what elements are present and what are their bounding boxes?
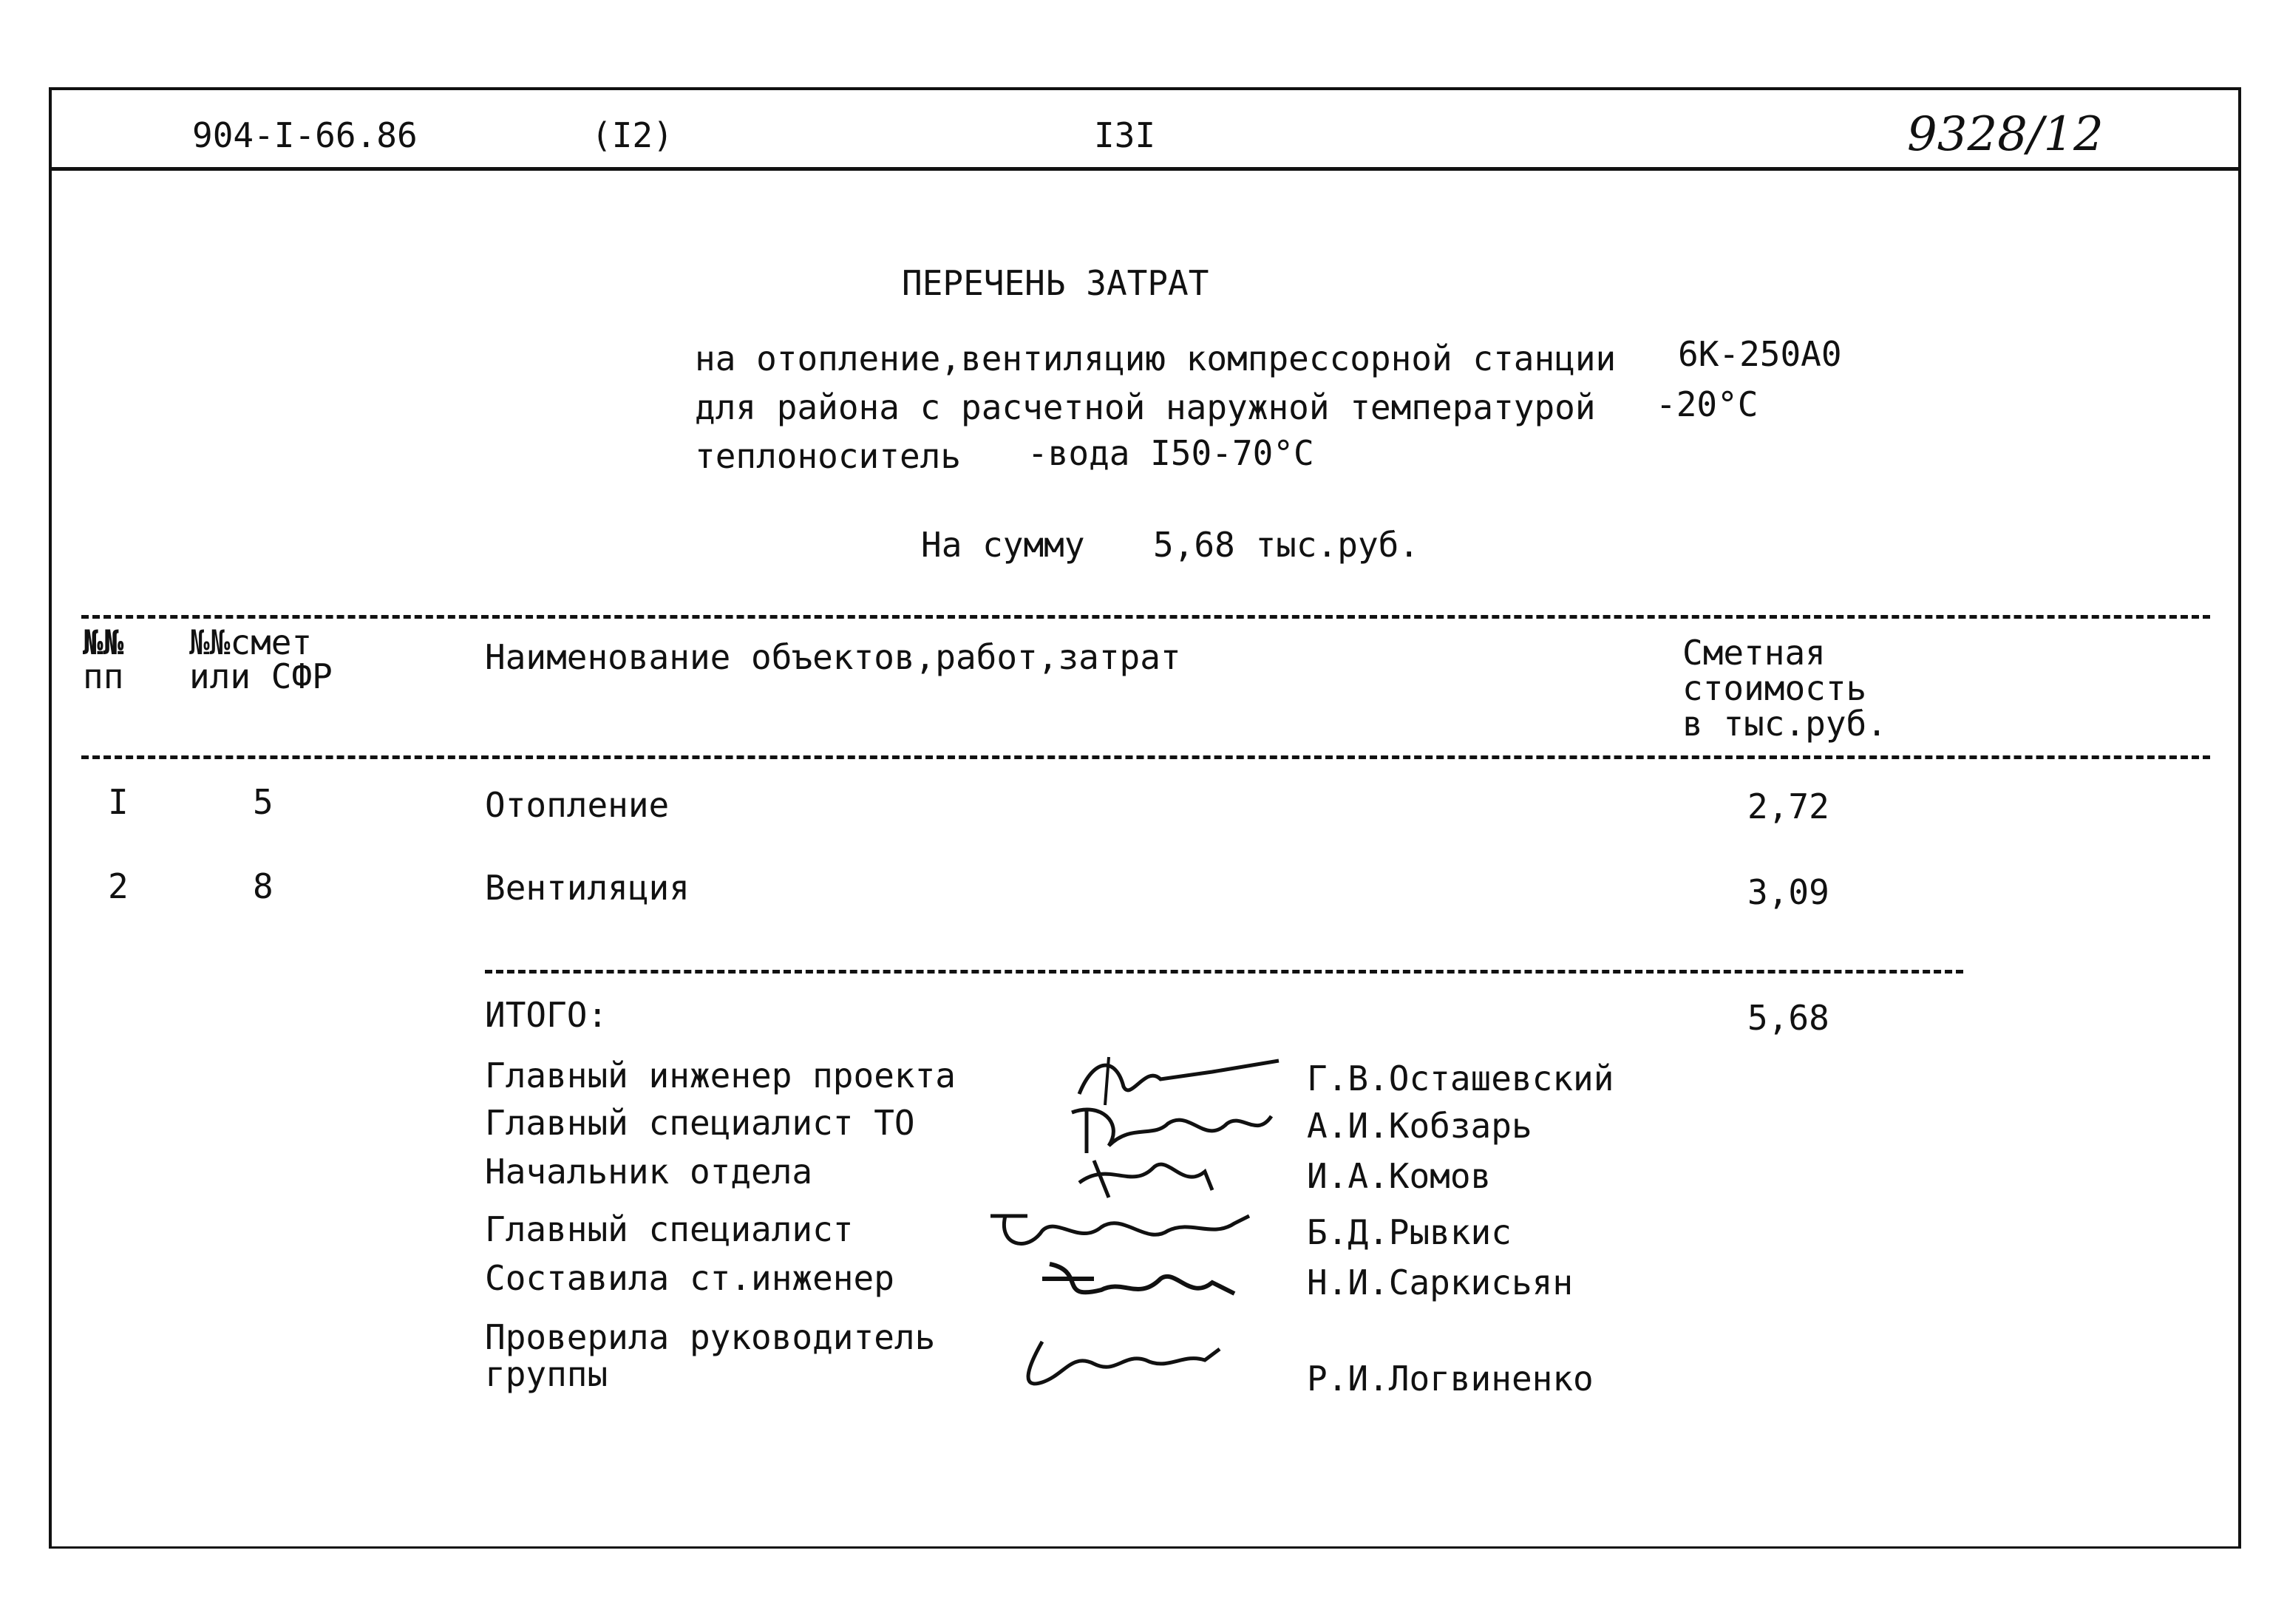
signature-6 xyxy=(1013,1331,1234,1397)
total-value: 5,68 xyxy=(1747,998,1829,1038)
signatory-6-position-line-2: группы xyxy=(485,1354,608,1394)
subtitle-line-3: теплоноситель xyxy=(695,436,962,476)
table-top-rule xyxy=(81,615,2210,619)
header-rule xyxy=(49,167,2238,171)
total-rule xyxy=(485,970,1963,974)
row-1-number: I xyxy=(108,782,129,822)
signatory-4-position: Главный специалист xyxy=(485,1209,854,1249)
sum-label: На сумму xyxy=(921,525,1085,565)
signatory-4-name: Б.Д.Рывкис xyxy=(1307,1212,1512,1252)
signatory-1-name: Г.В.Осташевский xyxy=(1307,1059,1614,1098)
col-header-cost-2: стоимость xyxy=(1682,668,1867,708)
row-2-name: Вентиляция xyxy=(485,868,690,908)
signatory-1-position: Главный инженер проекта xyxy=(485,1056,956,1095)
signatory-5-position: Составила ст.инженер xyxy=(485,1258,894,1298)
row-1-estimate: 5 xyxy=(253,782,273,822)
subtitle-line-1-value: 6К-250А0 xyxy=(1678,334,1842,374)
signatory-3-position: Начальник отдела xyxy=(485,1152,813,1192)
subtitle-line-1: на отопление,вентиляцию компрессорной станции xyxy=(695,339,1617,378)
doc-code: 904-I-66.86 xyxy=(192,115,418,155)
signatory-5-name: Н.И.Саркисьян xyxy=(1307,1263,1574,1302)
sum-value: 5,68 тыс.руб. xyxy=(1153,525,1420,565)
page-frame xyxy=(49,87,2241,1549)
col-header-estimate-1: №№смет xyxy=(189,622,313,662)
subtitle-line-3-value: -вода I50-70°С xyxy=(1027,433,1314,473)
doc-part: (I2) xyxy=(591,115,673,155)
table-header-rule xyxy=(81,755,2210,759)
row-2-cost: 3,09 xyxy=(1747,872,1829,912)
row-2-number: 2 xyxy=(108,866,129,906)
total-label: ИТОГО: xyxy=(485,995,608,1035)
signatory-6-position-line-1: Проверила руководитель xyxy=(485,1317,936,1357)
signature-3 xyxy=(1064,1146,1271,1205)
subtitle-line-2: для района с расчетной наружной температурой xyxy=(695,387,1596,427)
subtitle-line-2-value: -20°С xyxy=(1656,384,1758,424)
col-header-number-2: пп xyxy=(83,656,124,696)
signatory-2-name: А.И.Кобзарь xyxy=(1307,1106,1532,1146)
row-1-name: Отопление xyxy=(485,785,670,825)
signatory-3-name: И.А.Комов xyxy=(1307,1156,1492,1196)
col-header-number-1: №№ xyxy=(83,622,124,662)
page-number: I3I xyxy=(1094,115,1156,155)
row-2-estimate: 8 xyxy=(253,866,273,906)
col-header-estimate-2: или СФР xyxy=(189,656,333,696)
signatory-2-position: Главный специалист ТО xyxy=(485,1103,915,1143)
col-header-name: Наименование объектов,работ,затрат xyxy=(485,637,1181,677)
signatory-6-name: Р.И.Логвиненко xyxy=(1307,1359,1594,1399)
col-header-cost-3: в тыс.руб. xyxy=(1682,704,1887,744)
row-1-cost: 2,72 xyxy=(1747,786,1829,826)
signature-5 xyxy=(1027,1249,1249,1316)
col-header-cost-1: Сметная xyxy=(1682,633,1826,673)
archive-number: 9328/12 xyxy=(1907,107,2104,162)
document-heading: ПЕРЕЧЕНЬ ЗАТРАТ xyxy=(902,263,1209,303)
